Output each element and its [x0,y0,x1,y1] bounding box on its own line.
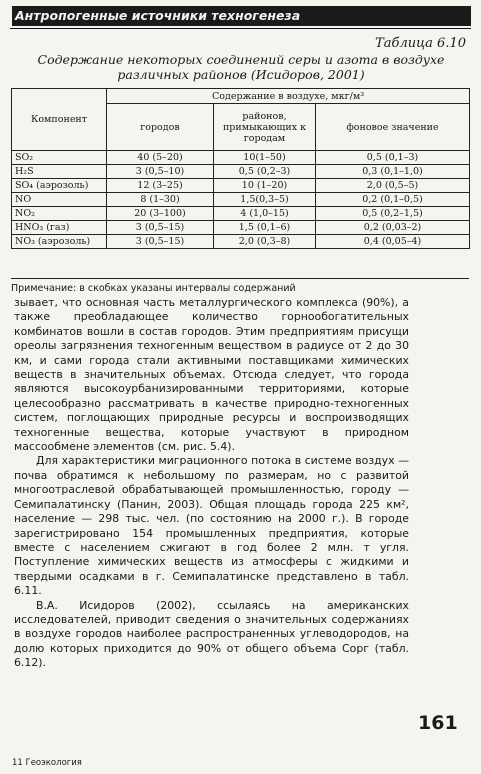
header-industrial: районов, примыкающих к городам [214,104,316,151]
table-row [12,193,470,207]
table-row [12,151,470,165]
table-row [12,221,470,235]
cell-background: 0,3 (0,1–1,0) [316,165,470,179]
table-note: Примечание: в скобках указаны интервалы содержаний [11,278,469,294]
header-content-group: Содержание в воздухе, мкг/м³ [107,89,470,104]
cell-industrial: 10(1–50) [214,151,316,165]
data-table [11,88,470,249]
cell-industrial: 10 (1–20) [214,179,316,193]
running-header-title: Антропогенные источники техногенеза [12,6,417,26]
cell-cities: 40 (5–20) [107,151,214,165]
cell-cities: 20 (3–100) [107,207,214,221]
body-text [14,296,409,671]
paragraph: Для характеристики миграционного потока в системе воздух — почва обратимся к небольшому по размерам, но с развитой многоотраслевой обрабатывающей промышленностью, городу — Семипалатинску (Панин, 2003). Общая площадь города 225 км², население — 298 тыс. чел. (по состоянию на 2000 г.). В городе зарегистрировано 154 промышленных предприятия, которые вместе с населением сжигают в год более 2 млн. т угля. Поступление химических веществ из атмосферы с жидкими и твердыми осадками в г. Семипалатинске представлено в табл. 6.11. [14,454,409,598]
table-row [12,179,470,193]
header-black-block [415,6,471,26]
footer-signature: 11 Геоэкология [12,758,82,768]
cell-component: NO [12,193,107,207]
cell-component: H₂S [12,165,107,179]
header-background: фоновое значение [316,104,470,151]
cell-cities: 3 (0,5–15) [107,221,214,235]
cell-component: NO₂ [12,207,107,221]
cell-background: 0,4 (0,05–4) [316,235,470,249]
cell-background: 0,5 (0,1–3) [316,151,470,165]
cell-component: HNO₃ (газ) [12,221,107,235]
paragraph: зывает, что основная часть металлургического комплекса (90%), а также преобладающее количество горнообогатительных комбинатов вошли в состав городов. Этим предприятиям присущи ореолы загрязнения техногенным веществом в радиусе от 2 до 30 км, и сами города стали активными поставщиками химических веществ в значительных объемах. Отсюда следует, что города являются высокоурбанизированными территориями, которые целесообразно рассматривать в качестве природно-техногенных систем, поглощающих природные ресурсы и воспроизводящих техногенные вещества, которые участвуют в природном массообмене элементов (см. рис. 5.4). [14,296,409,454]
running-header [10,6,471,29]
table-row [12,235,470,249]
cell-industrial: 1,5(0,3–5) [214,193,316,207]
table-row [12,165,470,179]
cell-cities: 8 (1–30) [107,193,214,207]
page-number: 161 [418,712,458,734]
cell-background: 0,2 (0,03–2) [316,221,470,235]
cell-background: 2,0 (0,5–5) [316,179,470,193]
cell-cities: 3 (0,5–15) [107,235,214,249]
table-row [12,207,470,221]
cell-cities: 3 (0,5–10) [107,165,214,179]
cell-industrial: 1,5 (0,1–6) [214,221,316,235]
cell-industrial: 0,5 (0,2–3) [214,165,316,179]
table-caption: Содержание некоторых соединений серы и азота в воздухе различных районов (Исидоров, 2001) [37,52,445,82]
cell-cities: 12 (3–25) [107,179,214,193]
cell-industrial: 2,0 (0,3–8) [214,235,316,249]
cell-component: SO₂ [12,151,107,165]
cell-component: NO₃ (аэрозоль) [12,235,107,249]
table-number: Таблица 6.10 [375,36,466,51]
paragraph: В.А. Исидоров (2002), ссылаясь на американских исследователей, приводит сведения о значительных содержаниях в воздухе городов наиболее распространенных углеводородов, на долю которых приходится до 90% от общего объема Сорг (табл. 6.12). [14,598,409,670]
header-cities: городов [107,104,214,151]
cell-component: SO₄ (аэрозоль) [12,179,107,193]
cell-background: 0,5 (0,2–1,5) [316,207,470,221]
cell-background: 0,2 (0,1–0,5) [316,193,470,207]
header-component: Компонент [12,89,107,151]
cell-industrial: 4 (1,0–15) [214,207,316,221]
